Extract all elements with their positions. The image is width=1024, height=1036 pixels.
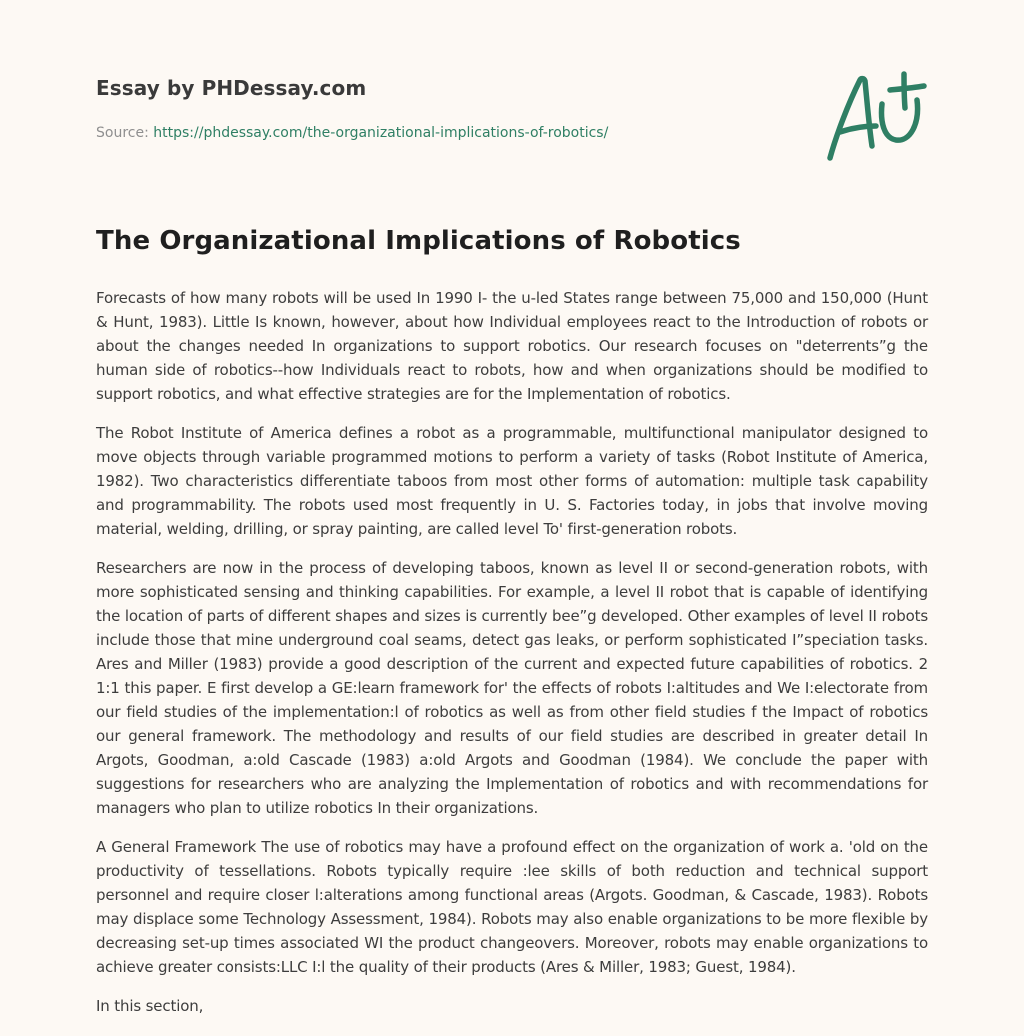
source-label: Source: <box>96 125 149 141</box>
paragraph: In this section, <box>96 997 204 1015</box>
essay-title: The Organizational Implications of Robotics <box>96 226 741 256</box>
a-plus-logo-icon <box>820 66 932 166</box>
paragraph: The Robot Institute of America defines a robot as a programmable, multifunctional manipulator designed to move objects through variable programmed motions to perform a variety of tasks (Robot Institute of America, 1982). Two characteristics differentiate taboos from most other forms of automation: multiple task capability and programmability. The robots used most frequently in U. S. Factories today, in jobs that involve moving material, welding, drilling, or spray painting, are called level To' first-generation robots. <box>96 424 928 538</box>
source-link[interactable]: https://phdessay.com/the-organizational-implications-of-robotics/ <box>153 125 609 141</box>
paragraph: Researchers are now in the process of developing taboos, known as level II or second-generation robots, with more sophisticated sensing and thinking capabilities. For example, a level II robot that is capable of identifying the location of parts of different shapes and sizes is currently bee”g developed. Other examples of level II robots include those that mine underground coal seams, detect gas leaks, or perform sophisticated I”speciation tasks. Ares and Miller (1983) provide a good description of the current and expected future capabilities of robotics. 2 1:1 this paper. E first develop a GE:learn framework for' the effects of robots I:altitudes and We I:electorate from our field studies of the implementation:l of robotics as well as from other field studies f the Impact of robotics our general framework. The methodology and results of our field studies are described in greater detail In Argots, Goodman, a:old Cascade (1983) a:old Argots and Goodman (1984). We conclude the paper with suggestions for researchers who are analyzing the Implementation of robotics and with recommendations for managers who plan to utilize robotics In their organizations. <box>96 559 928 817</box>
paragraph: A General Framework The use of robotics may have a profound effect on the organization of work a. 'old on the productivity of tessellations. Robots typically require :lee skills of both reduction and technical support personnel and require closer l:alterations among functional areas (Argots. Goodman, & Cascade, 1983). Robots may displace some Technology Assessment, 1984). Robots may also enable organizations to be more flexible by decreasing set-up times associated WI the product changeovers. Moreover, robots may enable organizations to achieve greater consists:LLC I:l the quality of their products (Ares & Miller, 1983; Guest, 1984). <box>96 838 928 976</box>
source-line <box>96 125 608 141</box>
paragraph: Forecasts of how many robots will be used In 1990 I- the u-led States range between 75,000 and 150,000 (Hunt & Hunt, 1983). Little Is known, however, about how Individual employees react to the Introduction of robots or about the changes needed In organizations to support robotics. Our research focuses on "deterrents”g the human side of robotics--how Individuals react to robots, how and when organizations should be modified to support robotics, and what effective strategies are for the Implementation of robotics. <box>96 289 928 403</box>
site-brand: Essay by PHDessay.com <box>96 76 367 100</box>
essay-body <box>96 286 928 1033</box>
